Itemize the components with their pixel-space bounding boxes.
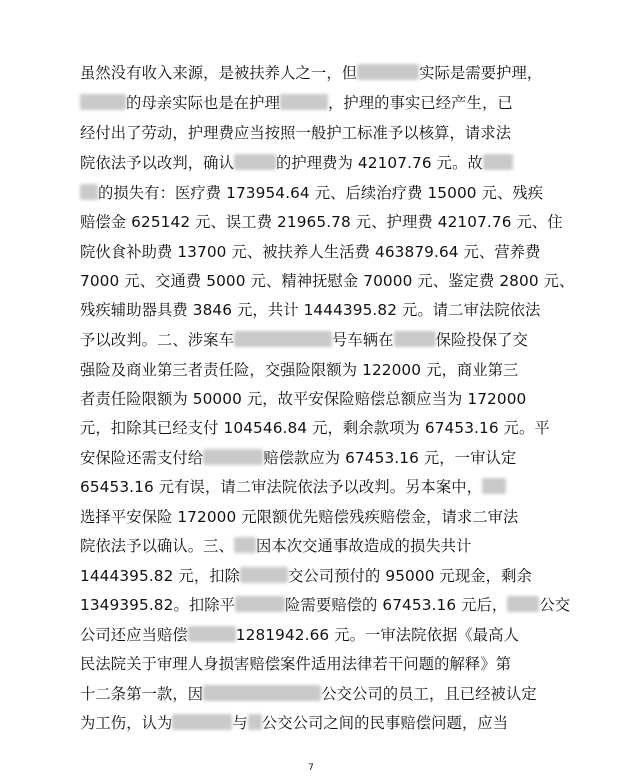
redaction-mask: [234, 331, 332, 347]
text-line: [80, 123, 560, 143]
text-segment: 元，扣除其已经支付 104546.84 元，剩余款项为 67453.16 元。平: [80, 419, 550, 437]
text-segment: 公交: [539, 596, 571, 614]
text-line: [80, 448, 560, 468]
text-segment: 1281942.66 元。一审法院依据《最高人: [235, 626, 519, 644]
text-segment: 7000 元、交通费 5000 元、精神抚慰金 70000 元、鉴定费 2800 元、: [80, 272, 575, 290]
text-line: [80, 418, 560, 438]
text-line: [80, 183, 560, 203]
redaction-mask: [203, 685, 321, 701]
text-segment: 安保险还需支付给: [80, 449, 204, 467]
redaction-mask: [507, 596, 539, 612]
redaction-mask: [234, 537, 256, 553]
redaction-mask: [80, 94, 126, 110]
text-line: [80, 507, 560, 527]
text-segment: 为工伤，认为: [80, 714, 173, 732]
text-segment: 十二条第一款，因: [80, 685, 204, 703]
text-line: [80, 153, 560, 173]
text-segment: 的母亲实际也是在护理: [126, 94, 280, 112]
text-line: [80, 389, 560, 409]
text-line: [80, 360, 560, 380]
text-segment: 号车辆在: [331, 331, 394, 349]
text-line: [80, 713, 560, 733]
text-line: [80, 300, 560, 320]
redaction-mask: [234, 154, 276, 170]
redaction-mask: [482, 478, 506, 494]
text-segment: 赔偿款应为 67453.16 元，一审认定: [263, 449, 517, 467]
text-segment: 1349395.82。扣除平: [80, 596, 236, 614]
text-line: [80, 63, 560, 83]
redaction-mask: [203, 449, 263, 465]
text-line: [80, 566, 560, 586]
text-line: [80, 684, 560, 704]
text-segment: 赔偿金 625142 元、误工费 21965.78 元、护理费 42107.76 元、住: [80, 213, 563, 231]
text-segment: 经付出了劳动，护理费应当按照一般护工标准予以核算，请求法: [80, 124, 512, 142]
redaction-mask: [394, 331, 436, 347]
text-segment: 公司还应当赔偿: [80, 626, 188, 644]
text-segment: 者责任险限额为 50000 元，故平安保险赔偿总额应当为 172000: [80, 390, 527, 408]
text-segment: 65453.16 元有误，请二审法院依法予以改判。另本案中，: [80, 478, 483, 496]
text-segment: 公交公司的员工，且已经被认定: [321, 685, 537, 703]
text-line: [80, 242, 560, 262]
text-line: [80, 93, 560, 113]
text-segment: 院伙食补助费 13700 元、被扶养人生活费 463879.64 元、营养费: [80, 243, 541, 261]
text-segment: 公交公司之间的民事赔偿问题，应当: [261, 714, 509, 732]
redaction-mask: [172, 714, 232, 730]
redaction-mask: [235, 596, 285, 612]
text-segment: 院依法予以改判，确认: [80, 154, 234, 172]
text-segment: ，护理的事实已经产生，已: [327, 94, 513, 112]
redaction-mask: [240, 567, 288, 583]
text-segment: 残疾辅助器具费 3846 元，共计 1444395.82 元。请二审法院依法: [80, 301, 541, 319]
text-segment: 1444395.82 元，扣除: [80, 567, 241, 585]
text-segment: 与: [232, 714, 248, 732]
redaction-mask: [483, 154, 513, 170]
text-line: [80, 271, 575, 291]
text-line: [80, 536, 560, 556]
text-segment: 的损失有：医疗费 173954.64 元、后续治疗费 15000 元、残疾: [98, 184, 544, 202]
text-line: [80, 330, 560, 350]
text-line: [80, 212, 563, 232]
text-segment: 保险投保了交: [435, 331, 528, 349]
text-line: [80, 477, 560, 497]
text-line: [80, 625, 560, 645]
text-line: [80, 595, 571, 615]
text-segment: 实际是需要护理，: [419, 64, 543, 82]
text-segment: 民法院关于审理人身损害赔偿案件适用法律若干问题的解释》第: [80, 655, 512, 673]
text-segment: 险需要赔偿的 67453.16 元后，: [285, 596, 508, 614]
redaction-mask: [280, 94, 328, 110]
redaction-mask: [248, 714, 262, 730]
redaction-mask: [80, 184, 98, 200]
redaction-mask: [188, 626, 236, 642]
text-segment: 强险及商业第三者责任险，交强险限额为 122000 元，商业第三: [80, 361, 519, 379]
text-line: [80, 654, 560, 674]
text-segment: 予以改判。二、涉案车: [80, 331, 234, 349]
redaction-mask: [357, 64, 419, 80]
text-segment: 的护理费为 42107.76 元。故: [275, 154, 483, 172]
text-segment: 交公司预付的 95000 元现金，剩余: [288, 567, 532, 585]
text-segment: 选择平安保险 172000 元限额优先赔偿残疾赔偿金，请求二审法: [80, 508, 519, 526]
page-number: 7: [308, 763, 314, 773]
text-segment: 虽然没有收入来源，是被扶养人之一，但: [80, 64, 358, 82]
text-segment: 因本次交通事故造成的损失共计: [255, 537, 472, 555]
text-segment: 院依法予以确认。三、: [80, 537, 234, 555]
